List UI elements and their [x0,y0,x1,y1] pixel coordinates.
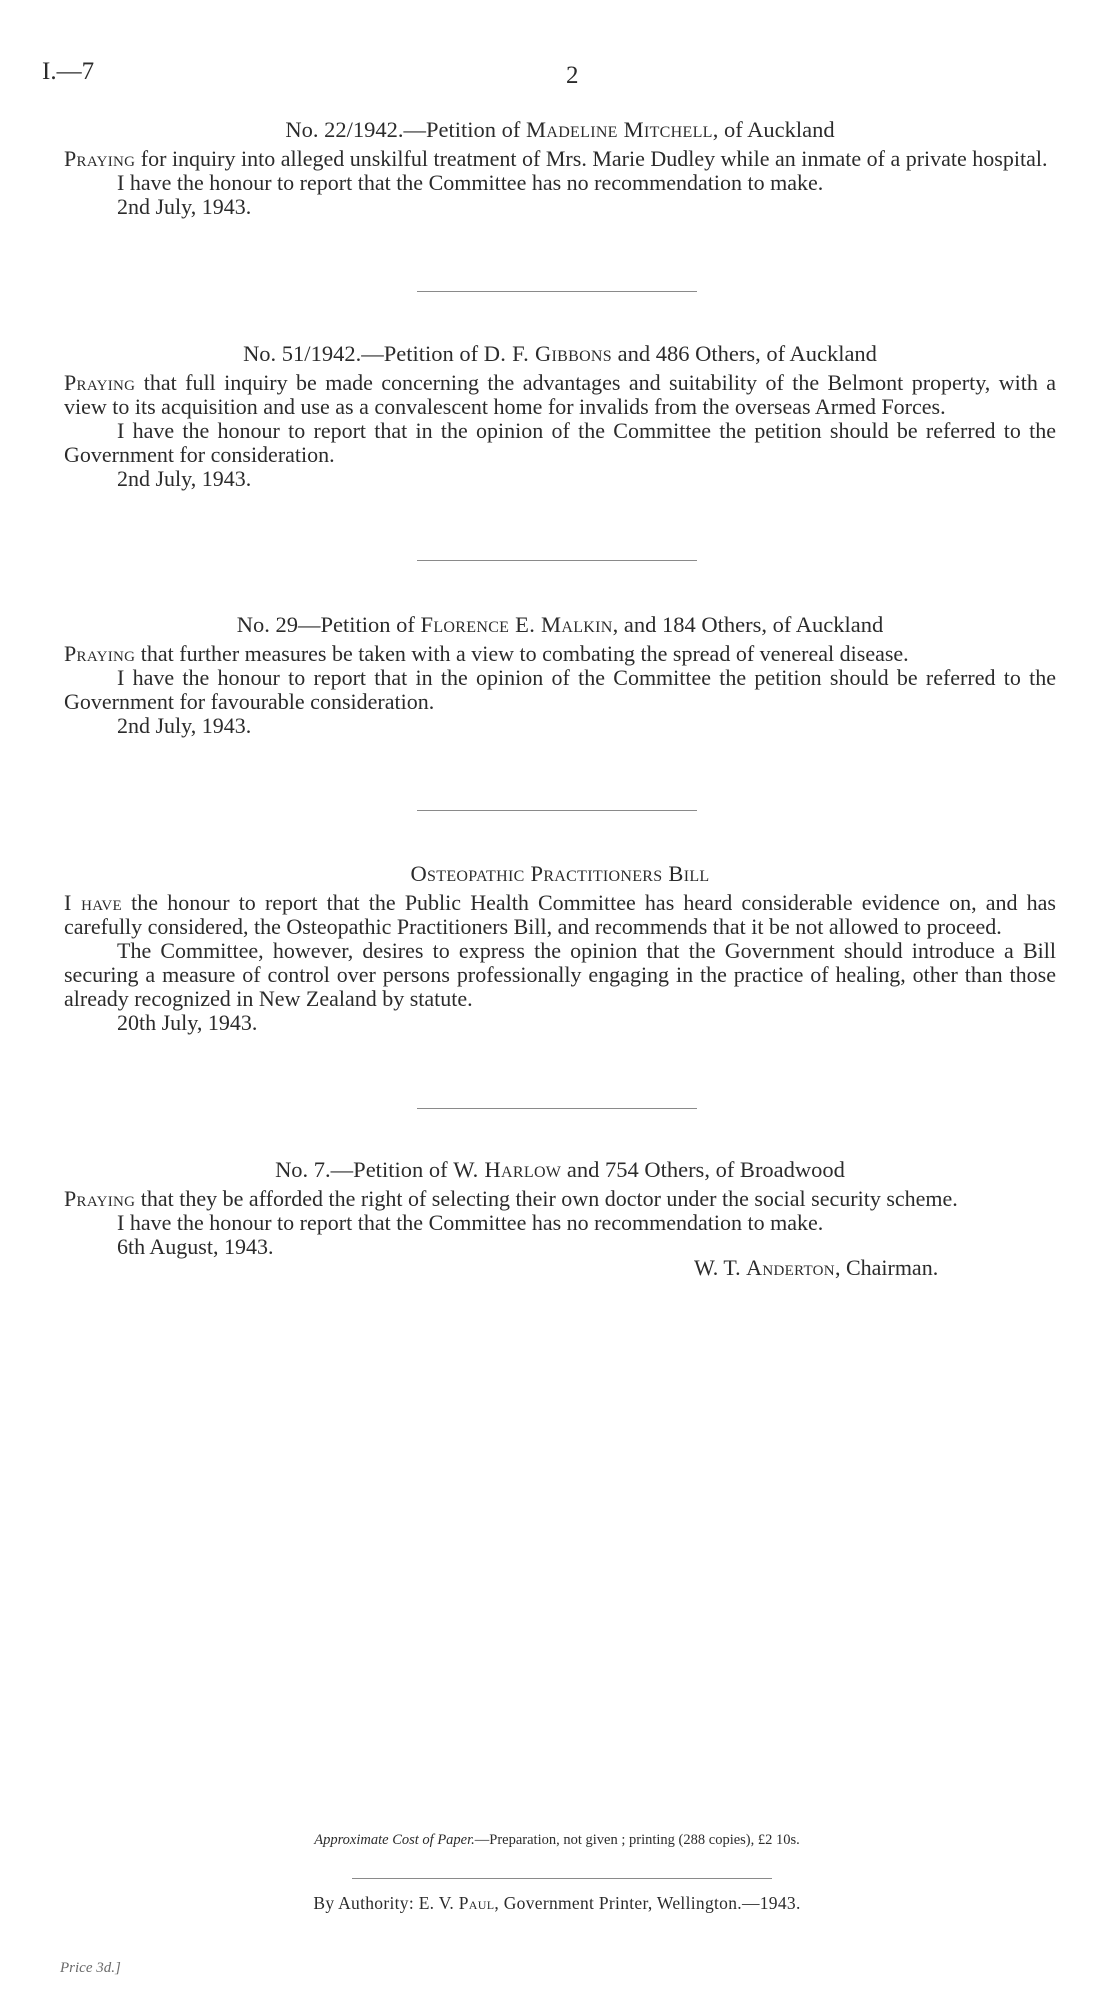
petitioner-name: W. Harlow [453,1157,562,1182]
report-date: 6th August, 1943. [117,1234,274,1259]
petitioner-name: Florence E. Malkin [420,612,613,637]
praying-paragraph: Praying that they be afforded the right of selecting their own doctor under the social security scheme. [64,1186,958,1211]
praying-paragraph: Praying that full inquiry be made concerning the advantages and suitability of the Belmont property, with a view to its acquisition and use as a convalescent home for invalids from the overseas Armed Forces. [64,370,1056,419]
report-paragraph: I have the honour to report that the Committee has no recommendation to make. [117,170,824,195]
petition-section [64,339,1056,491]
petition-heading: No. 22/1942.—Petition of Madeline Mitchell, of Auckland [285,117,835,142]
report-date: 2nd July, 1943. [117,466,252,491]
cost-of-paper-note: Approximate Cost of Paper.—Preparation, not given ; printing (288 copies), £2 10s. [314,1832,800,1848]
printer-authority: By Authority: E. V. Paul, Government Printer, Wellington.—1943. [313,1893,801,1913]
report-date: 20th July, 1943. [117,1010,258,1035]
section-divider [417,291,697,292]
report-paragraph: I have the honour to report that in the opinion of the Committee the petition should be referred to the Government for favourable consideration. [64,665,1056,714]
petition-section [64,115,1056,219]
bill-heading: Osteopathic Practitioners Bill [410,861,710,886]
report-paragraph: I have the honour to report that the Committee has no recommendation to make. [117,1210,824,1235]
petition-heading: No. 51/1942.—Petition of D. F. Gibbons and 486 Others, of Auckland [243,341,877,366]
bill-report-paragraph: I have the honour to report that the Public Health Committee has heard considerable evidence on, and has carefully considered, the Osteopathic Practitioners Bill, and recommends that it be not allowed to proceed. [64,890,1056,939]
section-divider [417,560,697,561]
section-divider [417,810,697,811]
price-note: Price 3d.] [60,1960,121,1976]
report-date: 2nd July, 1943. [117,194,252,219]
petition-section [64,1155,1056,1259]
document-reference: I.—7 [42,58,95,85]
section-divider [417,1108,697,1109]
praying-paragraph: Praying for inquiry into alleged unskilful treatment of Mrs. Marie Dudley while an inmate of a private hospital. [64,146,1048,171]
petitioner-name: D. F. Gibbons [483,341,612,366]
petitioner-name: Madeline Mitchell [526,117,713,142]
bill-section [64,859,1056,1035]
bill-opinion-paragraph: The Committee, however, desires to express the opinion that the Government should introduce a Bill securing a measure of control over persons professionally engaging in the practice of healing, other than those already recognized in New Zealand by statute. [64,938,1056,1011]
praying-paragraph: Praying that further measures be taken with a view to combating the spread of venereal disease. [64,641,909,666]
report-paragraph: I have the honour to report that in the opinion of the Committee the petition should be referred to the Government for consideration. [64,418,1056,467]
petition-heading: No. 7.—Petition of W. Harlow and 754 Others, of Broadwood [275,1157,845,1182]
page-number: 2 [566,62,579,89]
petition-heading: No. 29—Petition of Florence E. Malkin, and 184 Others, of Auckland [236,612,884,637]
chairman-signature: W. T. Anderton, Chairman. [694,1255,939,1280]
petition-section [64,610,1056,738]
report-date: 2nd July, 1943. [117,713,252,738]
footer-divider [352,1878,772,1879]
